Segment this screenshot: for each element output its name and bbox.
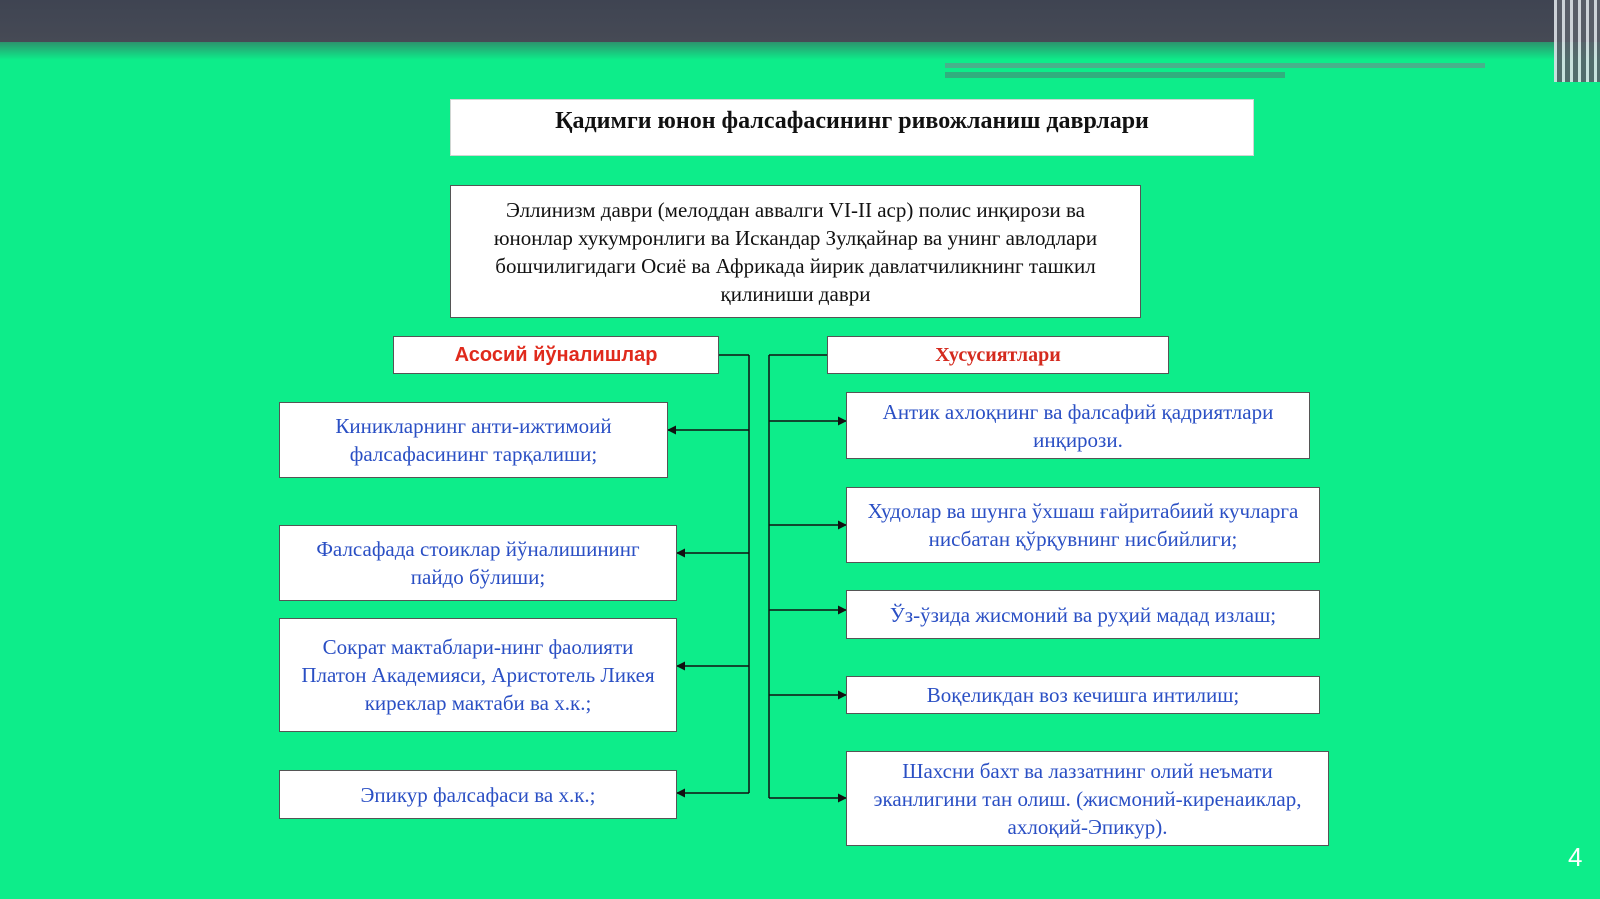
intro-box: Эллинизм даври (мелоддан аввалги VI-II аср) полис инқирози ва юнонлар хукумронлиги ва Искандар Зулқайнар ва унинг авлодлари бошчилигидаги Осиё ва Африкада йирик давлатчиликнинг ташкил қилиниши даври: [450, 185, 1141, 318]
slide-number: 4: [1568, 842, 1583, 872]
right-item-4: Воқеликдан воз кечишга интилиш;: [846, 676, 1320, 714]
right-column-header: Хусусиятлари: [827, 336, 1169, 374]
right-item-5: Шахсни бахт ва лаззатнинг олий неъмати эканлигини тан олиш. (жисмоний-киренаиклар, ахлоқий-Эпикур).: [846, 751, 1329, 846]
left-item-1: Киникларнинг анти-ижтимоий фалсафасининг тарқалиши;: [279, 402, 668, 478]
right-item-3: Ўз-ўзида жисмоний ва руҳий мадад излаш;: [846, 590, 1320, 639]
slide-title: Қадимги юнон фалсафасининг ривожланиш даврлари: [450, 99, 1254, 156]
left-item-4: Эпикур фалсафаси ва х.к.;: [279, 770, 677, 819]
right-item-2: Худолар ва шунга ўхшаш ғайритабиий кучларга нисбатан қўрқувнинг нисбийлиги;: [846, 487, 1320, 563]
left-item-2: Фалсафада стоиклар йўналишининг пайдо бўлиши;: [279, 525, 677, 601]
left-item-3: Сократ мактаблари-нинг фаолияти Платон Академияси, Аристотель Ликея киреклар мактаби ва х.к.;: [279, 618, 677, 732]
right-item-1: Антик ахлоқнинг ва фалсафий қадриятлари инқирози.: [846, 392, 1310, 459]
left-column-header: Асосий йўналишлар: [393, 336, 719, 374]
